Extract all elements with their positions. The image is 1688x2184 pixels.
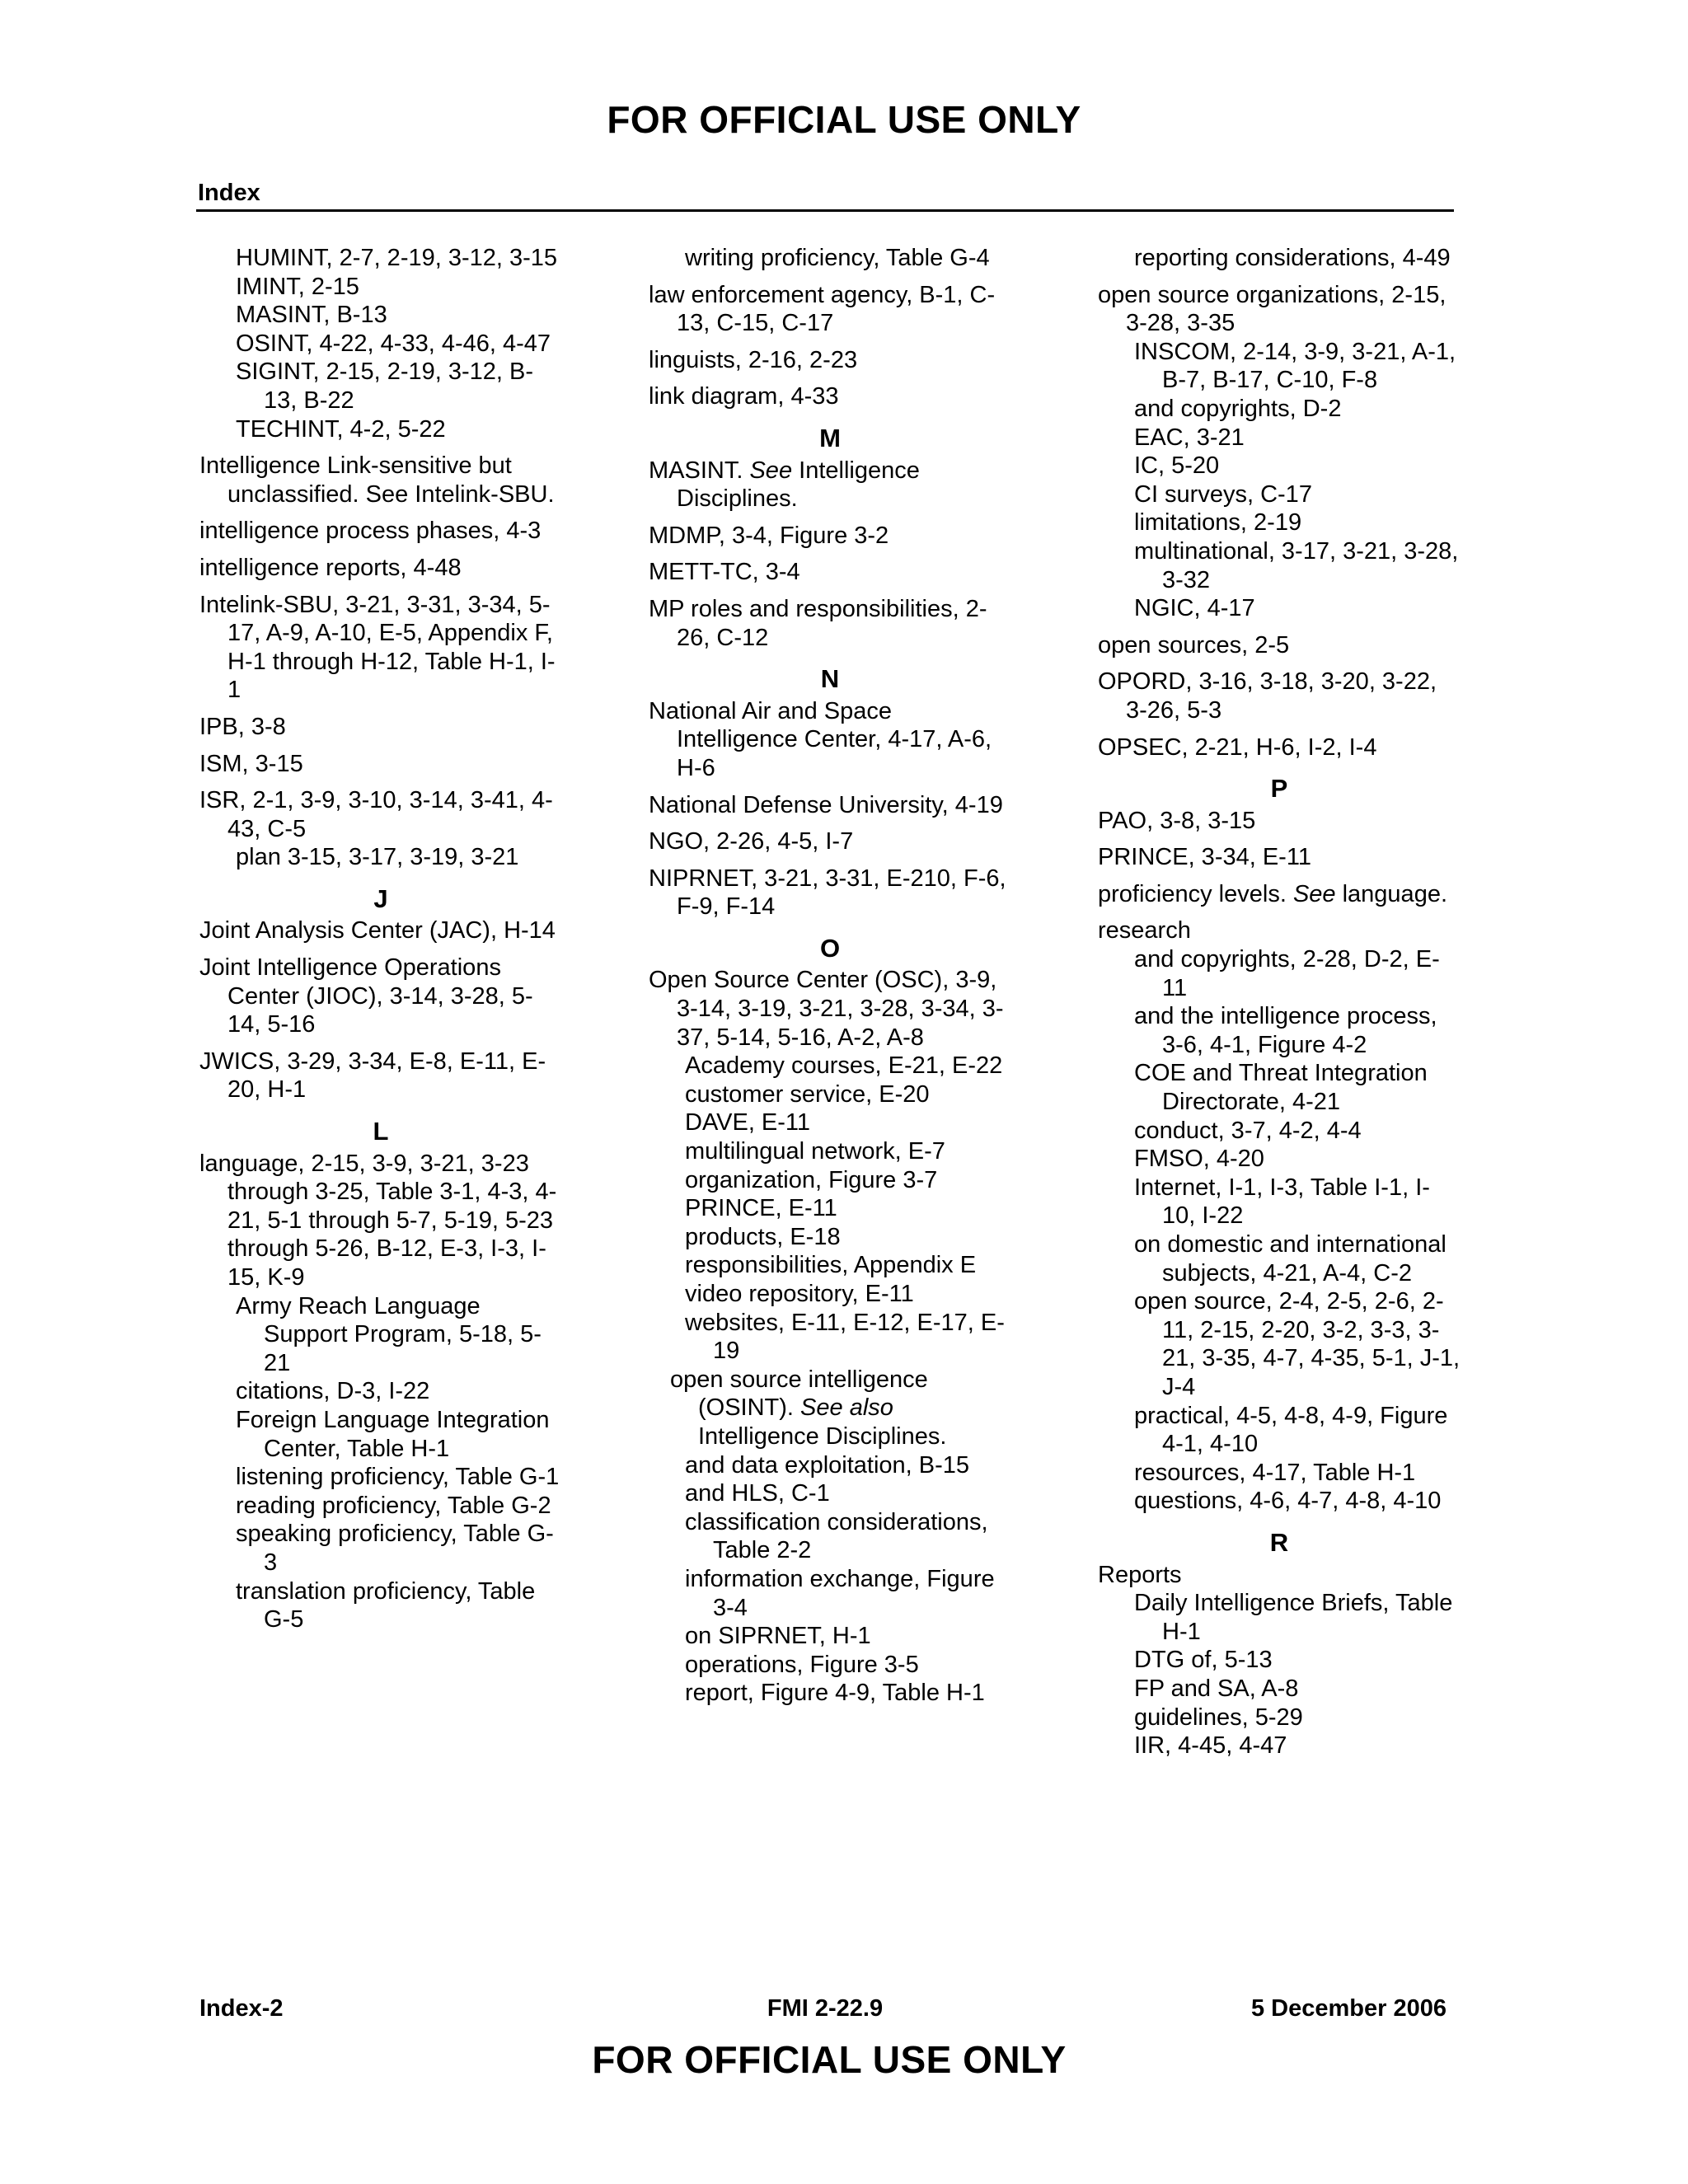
entry-text: language, 2-15, 3-9, 3-21, 3-23 through 3-25, Table 3-1, 4-3, 4-21, 5-1 through 5-7, 5-19, 5-23 through 5-26, B-12, E-3, I-3, I-15, K-9	[199, 1150, 557, 1291]
index-column-1	[199, 244, 562, 1634]
index-subentry	[1098, 480, 1461, 509]
entry-text: multilingual network, E-7	[685, 1138, 945, 1165]
index-subentry	[649, 1451, 1011, 1480]
entry-text: organization, Figure 3-7	[685, 1166, 938, 1193]
index-subentry	[1098, 1459, 1461, 1488]
index-entry	[199, 1047, 562, 1104]
index-letter-heading: R	[1269, 1527, 1289, 1557]
entry-text: TECHINT, 4-2, 5-22	[236, 415, 446, 443]
entry-text: OSINT, 4-22, 4-33, 4-46, 4-47	[236, 330, 551, 357]
running-head: Index	[198, 180, 260, 206]
index-subentry	[1098, 537, 1461, 594]
index-subentry	[1098, 594, 1461, 623]
entry-text: resources, 4-17, Table H-1	[1134, 1459, 1416, 1486]
entry-text: NIPRNET, 3-21, 3-31, E-210, F-6, F-9, F-14	[649, 865, 1006, 921]
entry-text: PAO, 3-8, 3-15	[1098, 807, 1256, 834]
index-subentry	[199, 1292, 562, 1378]
index-entry	[649, 558, 1011, 587]
index-entry	[649, 382, 1011, 411]
bottom-classification-banner: FOR OFFICIAL USE ONLY	[592, 2038, 1067, 2081]
entry-text: and copyrights, D-2	[1134, 395, 1342, 422]
entry-text: citations, D-3, I-22	[236, 1378, 430, 1405]
index-subentry	[199, 1406, 562, 1463]
publication-date: 5 December 2006	[1251, 1995, 1447, 2022]
entry-text: Army Reach Language Support Program, 5-18, 5-21	[236, 1292, 542, 1376]
index-subentry	[649, 1080, 1011, 1109]
index-entry	[649, 346, 1011, 375]
index-subentry	[1098, 338, 1461, 395]
index-subentry	[649, 1108, 1011, 1137]
header-rule	[196, 209, 1454, 212]
index-subentry	[1098, 1646, 1461, 1675]
index-subentry	[1098, 424, 1461, 452]
entry-text: translation proficiency, Table G-5	[236, 1577, 536, 1633]
index-entry	[1098, 807, 1461, 836]
entry-text: video repository, E-11	[685, 1281, 914, 1307]
index-subentry	[199, 301, 562, 330]
entry-text: Reports	[1098, 1561, 1182, 1588]
see-reference: See	[749, 457, 793, 484]
index-entry	[649, 966, 1011, 1052]
entry-text: EAC, 3-21	[1134, 424, 1245, 451]
entry-text: IC, 5-20	[1134, 452, 1220, 480]
entry-text: guidelines, 5-29	[1134, 1704, 1303, 1731]
entry-text: Intelligence Disciplines.	[677, 457, 920, 513]
entry-text: law enforcement agency, B-1, C-13, C-15, C-17	[649, 281, 996, 337]
index-subentry	[199, 273, 562, 302]
entry-text: MDMP, 3-4, Figure 3-2	[649, 522, 889, 549]
entry-text: ISM, 3-15	[199, 750, 303, 777]
entry-text: ISR, 2-1, 3-9, 3-10, 3-14, 3-41, 4-43, C-5	[199, 787, 553, 842]
index-entry	[649, 281, 1011, 338]
entry-text: linguists, 2-16, 2-23	[649, 346, 858, 373]
index-subentry	[1098, 945, 1461, 1002]
entry-text: link diagram, 4-33	[649, 383, 839, 410]
index-entry	[1098, 843, 1461, 872]
entry-text: IPB, 3-8	[199, 713, 286, 740]
entry-text: MASINT.	[649, 457, 750, 484]
entry-text: COE and Threat Integration Directorate, 4-21	[1134, 1060, 1428, 1116]
index-subentry	[1098, 509, 1461, 537]
index-entry	[199, 954, 562, 1039]
index-subentry	[649, 1651, 1011, 1680]
index-subentry	[649, 1679, 1011, 1708]
index-subentry	[649, 244, 1011, 273]
index-entry	[199, 591, 562, 705]
index-subentry	[649, 1622, 1011, 1651]
entry-text: Foreign Language Integration Center, Table H-1	[236, 1406, 550, 1462]
index-entry	[1098, 880, 1461, 909]
index-entry	[1098, 1561, 1461, 1590]
entry-text: plan 3-15, 3-17, 3-19, 3-21	[236, 844, 519, 871]
entry-text: Intelink-SBU, 3-21, 3-31, 3-34, 5-17, A-9, A-10, E-5, Appendix F, H-1 through H-12, Table H-1, I-1	[199, 591, 556, 704]
index-subentry	[1098, 1287, 1461, 1401]
entry-text: National Air and Space Intelligence Center, 4-17, A-6, H-6	[649, 697, 992, 781]
see-reference: See	[1292, 880, 1336, 907]
entry-text: customer service, E-20	[685, 1080, 930, 1108]
entry-text: speaking proficiency, Table G-3	[236, 1521, 554, 1576]
entry-text: DTG of, 5-13	[1134, 1647, 1273, 1674]
entry-text: multinational, 3-17, 3-21, 3-28, 3-32	[1134, 537, 1459, 593]
index-subentry	[1098, 1059, 1461, 1116]
index-column-3	[1098, 244, 1461, 1760]
index-subentry	[649, 1251, 1011, 1280]
index-letter-heading: M	[819, 423, 841, 452]
entry-text: conduct, 3-7, 4-2, 4-4	[1134, 1117, 1362, 1144]
index-subentry	[1098, 1145, 1461, 1174]
index-subentry	[199, 1377, 562, 1406]
index-subentry	[1098, 1174, 1461, 1230]
index-entry	[199, 517, 562, 546]
index-entry	[649, 865, 1011, 921]
index-subentry	[1098, 1589, 1461, 1646]
index-subentry	[649, 1137, 1011, 1166]
index-entry	[199, 452, 562, 509]
index-entry	[199, 713, 562, 742]
index-entry	[1098, 733, 1461, 762]
index-subentry	[1098, 395, 1461, 424]
index-entry	[1098, 631, 1461, 660]
index-subentry	[1098, 244, 1461, 273]
entry-text: Intelligence Disciplines.	[698, 1422, 947, 1450]
index-subentry	[649, 1194, 1011, 1223]
entry-text: intelligence process phases, 4-3	[199, 518, 542, 545]
entry-text: FMSO, 4-20	[1134, 1146, 1264, 1173]
entry-text: Joint Analysis Center (JAC), H-14	[199, 917, 556, 944]
entry-text: MP roles and responsibilities, 2-26, C-12	[649, 595, 987, 651]
entry-text: METT-TC, 3-4	[649, 559, 800, 586]
entry-text: practical, 4-5, 4-8, 4-9, Figure 4-1, 4-10	[1134, 1402, 1448, 1458]
index-subentry	[199, 1492, 562, 1521]
publication-id: FMI 2-22.9	[767, 1995, 884, 2022]
entry-text: Daily Intelligence Briefs, Table H-1	[1134, 1590, 1453, 1645]
entry-text: HUMINT, 2-7, 2-19, 3-12, 3-15	[236, 245, 558, 271]
entry-text: classification considerations, Table 2-2	[685, 1508, 988, 1564]
index-entry	[199, 750, 562, 779]
index-subentry	[1098, 1675, 1461, 1704]
entry-text: CI surveys, C-17	[1134, 480, 1312, 508]
entry-text: reporting considerations, 4-49	[1134, 245, 1451, 271]
index-subentry	[1098, 1732, 1461, 1760]
index-subentry	[649, 1309, 1011, 1366]
index-subentry	[649, 1565, 1011, 1622]
top-classification-banner: FOR OFFICIAL USE ONLY	[607, 98, 1081, 141]
entry-text: open source intelligence (OSINT).	[670, 1366, 928, 1422]
entry-text: PRINCE, 3-34, E-11	[1098, 844, 1311, 871]
entry-text: OPSEC, 2-21, H-6, I-2, I-4	[1098, 733, 1377, 761]
index-entry	[199, 916, 562, 945]
index-subentry	[199, 358, 562, 415]
index-subentry	[649, 1508, 1011, 1565]
entry-text: FP and SA, A-8	[1134, 1675, 1299, 1702]
entry-text: IIR, 4-45, 4-47	[1134, 1732, 1287, 1760]
entry-text: JWICS, 3-29, 3-34, E-8, E-11, E-20, H-1	[199, 1047, 546, 1104]
entry-text: NGIC, 4-17	[1134, 595, 1255, 622]
entry-text: limitations, 2-19	[1134, 509, 1302, 537]
index-entry	[649, 457, 1011, 513]
entry-text: National Defense University, 4-19	[649, 791, 1003, 818]
index-subentry	[199, 843, 562, 872]
index-column-2	[649, 244, 1011, 1708]
index-entry	[199, 554, 562, 583]
index-entry	[199, 786, 562, 843]
entry-text: NGO, 2-26, 4-5, I-7	[649, 828, 854, 855]
entry-text: PRINCE, E-11	[685, 1195, 837, 1222]
entry-text: report, Figure 4-9, Table H-1	[685, 1680, 985, 1707]
index-subentry	[649, 1479, 1011, 1508]
entry-text: and HLS, C-1	[685, 1480, 830, 1507]
entry-text: responsibilities, Appendix E	[685, 1252, 977, 1279]
index-subentry	[1098, 1117, 1461, 1146]
index-subentry	[199, 415, 562, 444]
entry-text: and the intelligence process, 3-6, 4-1, Figure 4-2	[1134, 1003, 1437, 1058]
entry-text: INSCOM, 2-14, 3-9, 3-21, A-1, B-7, B-17, C-10, F-8	[1134, 338, 1456, 394]
index-entry	[1098, 668, 1461, 724]
index-entry	[1098, 281, 1461, 338]
index-letter-heading: N	[820, 664, 840, 694]
index-subentry	[199, 1520, 562, 1577]
entry-text: questions, 4-6, 4-7, 4-8, 4-10	[1134, 1488, 1442, 1515]
index-entry	[649, 791, 1011, 820]
index-letter-heading: J	[373, 883, 388, 913]
page-number: Index-2	[199, 1995, 284, 2022]
entry-text: open source, 2-4, 2-5, 2-6, 2-11, 2-15, 2-20, 3-2, 3-3, 3-21, 3-35, 4-7, 4-35, 5-1, J-1, J-4	[1134, 1288, 1461, 1400]
index-entry	[649, 595, 1011, 652]
index-subentry	[199, 330, 562, 359]
entry-text: and copyrights, 2-28, D-2, E-11	[1134, 946, 1440, 1001]
entry-text: information exchange, Figure 3-4	[685, 1565, 995, 1621]
index-subentry	[649, 1366, 1011, 1451]
index-entry	[649, 827, 1011, 856]
index-entry	[199, 1150, 562, 1292]
entry-text: language.	[1335, 880, 1448, 907]
index-subentry	[649, 1223, 1011, 1252]
entry-text: on SIPRNET, H-1	[685, 1623, 871, 1650]
entry-text: DAVE, E-11	[685, 1109, 811, 1137]
index-subentry	[1098, 1704, 1461, 1732]
entry-text: research	[1098, 917, 1191, 944]
entry-text: Joint Intelligence Operations Center (JIOC), 3-14, 3-28, 5-14, 5-16	[199, 954, 533, 1038]
entry-text: and data exploitation, B-15	[685, 1451, 970, 1479]
index-subentry	[649, 1052, 1011, 1080]
index-subentry	[199, 1463, 562, 1492]
entry-text: operations, Figure 3-5	[685, 1651, 919, 1678]
index-letter-heading: O	[819, 933, 841, 963]
index-subentry	[649, 1166, 1011, 1195]
index-subentry	[1098, 1402, 1461, 1459]
entry-text: on domestic and international subjects, 4-21, A-4, C-2	[1134, 1231, 1447, 1286]
index-subentry	[1098, 452, 1461, 480]
entry-text: Internet, I-1, I-3, Table I-1, I-10, I-22	[1134, 1174, 1430, 1230]
index-subentry	[649, 1280, 1011, 1309]
entry-text: Academy courses, E-21, E-22	[685, 1052, 1003, 1080]
entry-text: Intelligence Link-sensitive but unclassified. See Intelink-SBU.	[199, 452, 555, 508]
entry-text: open sources, 2-5	[1098, 631, 1290, 658]
entry-text: writing proficiency, Table G-4	[685, 245, 990, 271]
index-letter-heading: P	[1270, 774, 1288, 804]
index-entry	[649, 522, 1011, 551]
entry-text: products, E-18	[685, 1223, 841, 1250]
index-subentry	[199, 1577, 562, 1634]
entry-text: Open Source Center (OSC), 3-9, 3-14, 3-19, 3-21, 3-28, 3-34, 3-37, 5-14, 5-16, A-2, A-8	[649, 967, 1004, 1051]
entry-text: websites, E-11, E-12, E-17, E-19	[685, 1309, 1005, 1365]
index-subentry	[1098, 1487, 1461, 1516]
entry-text: proficiency levels.	[1098, 880, 1293, 907]
index-entry	[1098, 916, 1461, 945]
entry-text: SIGINT, 2-15, 2-19, 3-12, B-13, B-22	[236, 359, 534, 414]
entry-text: open source organizations, 2-15, 3-28, 3-35	[1098, 281, 1447, 337]
entry-text: intelligence reports, 4-48	[199, 554, 462, 581]
index-entry	[649, 697, 1011, 783]
entry-text: IMINT, 2-15	[236, 273, 359, 300]
entry-text: listening proficiency, Table G-1	[236, 1464, 560, 1491]
index-subentry	[199, 244, 562, 273]
index-subentry	[1098, 1002, 1461, 1059]
entry-text: OPORD, 3-16, 3-18, 3-20, 3-22, 3-26, 5-3	[1098, 668, 1437, 724]
see-reference: See also	[800, 1394, 893, 1422]
index-letter-heading: L	[373, 1117, 389, 1146]
index-subentry	[1098, 1230, 1461, 1287]
entry-text: MASINT, B-13	[236, 302, 387, 329]
entry-text: reading proficiency, Table G-2	[236, 1492, 551, 1519]
